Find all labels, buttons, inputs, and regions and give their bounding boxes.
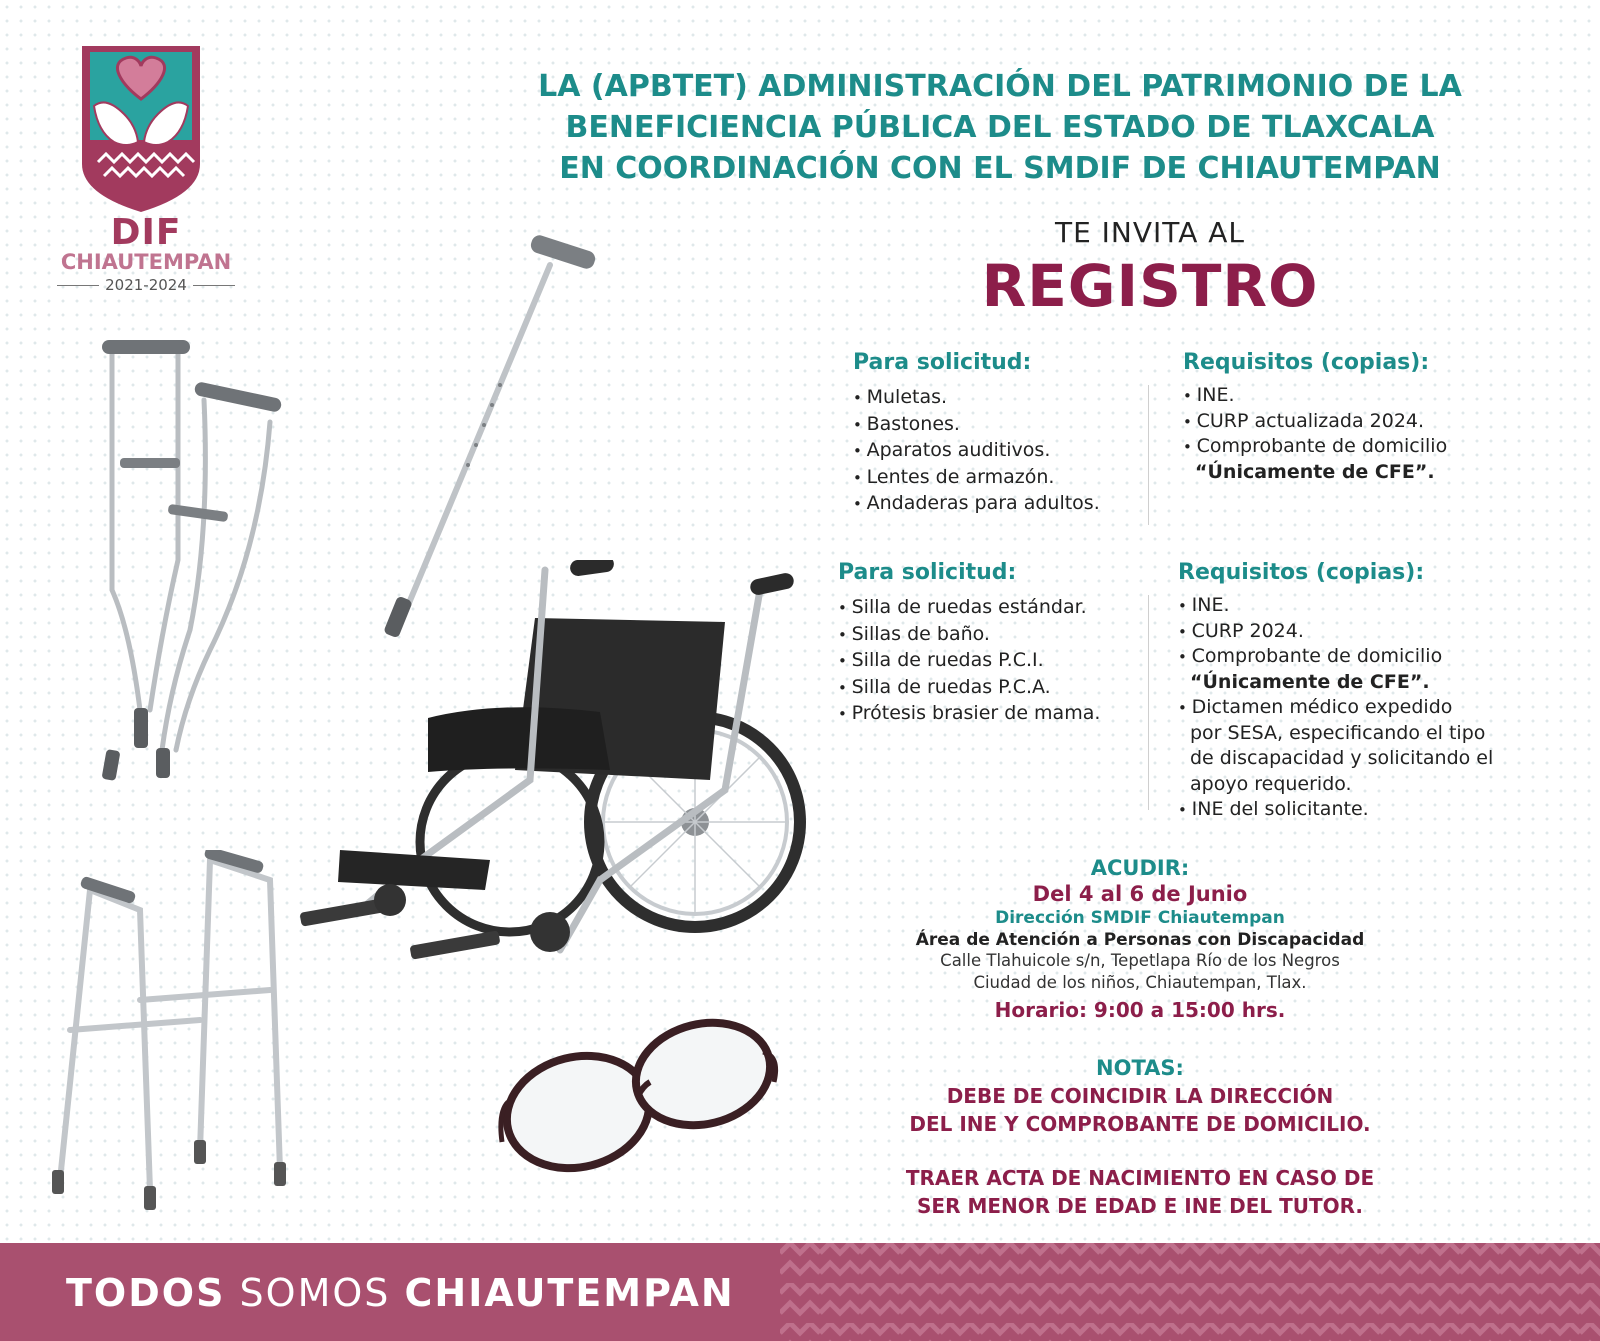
walker-icon: [40, 850, 300, 1230]
list-item-cont: por SESA, especificando el tipo: [1190, 721, 1486, 744]
list-item: • Sillas de baño.: [838, 622, 1138, 649]
list-item: • INE del solicitante.: [1178, 797, 1578, 823]
footer-word-1: TODOS: [66, 1271, 226, 1315]
footer-word-3: CHIAUTEMPAN: [404, 1271, 735, 1315]
logo-title: DIF: [110, 212, 182, 253]
section1-left-heading: Para solicitud:: [853, 350, 1032, 375]
section1-right: [1183, 350, 1563, 485]
footer-word-2: SOMOS: [239, 1271, 391, 1315]
logo-city: CHIAUTEMPAN: [60, 250, 232, 274]
note-2-line-2: SER MENOR DE EDAD E INE DEL TUTOR.: [917, 1194, 1363, 1218]
logo-years: [46, 276, 246, 294]
crutches-icon: [90, 330, 300, 800]
list-item-cont: apoyo requerido.: [1190, 772, 1352, 795]
footer-banner: [0, 1243, 1600, 1341]
list-item: • Silla de ruedas P.C.I.: [838, 648, 1138, 675]
section1-left-list: [853, 385, 1153, 518]
attend-area: Área de Atención a Personas con Discapacidad: [915, 930, 1365, 950]
wheelchair-icon: [300, 560, 820, 990]
notes-heading: NOTAS:: [1096, 1056, 1184, 1080]
note-1-line-1: DEBE DE COINCIDIR LA DIRECCIÓN: [946, 1084, 1334, 1108]
list-item-note: “Únicamente de CFE”.: [1190, 670, 1430, 693]
note-2-line-1: TRAER ACTA DE NACIMIENTO EN CASO DE: [905, 1166, 1375, 1190]
attend-dates: Del 4 al 6 de Junio: [1032, 882, 1248, 906]
list-item: • INE.: [1183, 383, 1563, 409]
glasses-icon: [498, 1012, 788, 1192]
header-title: [440, 66, 1560, 189]
list-item: • Muletas.: [853, 385, 1153, 412]
section2-right-list: [1178, 593, 1578, 823]
list-item: • Comprobante de domicilio: [1178, 644, 1578, 670]
section2-right: [1178, 560, 1578, 823]
list-item: • Comprobante de domicilio: [1183, 434, 1563, 460]
section2-left-list: [838, 595, 1138, 728]
registro-title: REGISTRO: [981, 252, 1319, 320]
note-2: [840, 1164, 1440, 1220]
footer-pattern: [780, 1243, 1600, 1341]
header-line-3: EN COORDINACIÓN CON EL SMDIF DE CHIAUTEMPAN: [559, 151, 1441, 186]
section1-right-list: [1183, 383, 1563, 485]
note-1-line-2: DEL INE Y COMPROBANTE DE DOMICILIO.: [909, 1112, 1371, 1136]
attend-address-1: Calle Tlahuicole s/n, Tepetlapa Río de los Negros: [940, 951, 1340, 970]
section1-divider: [1148, 385, 1149, 525]
list-item: • Lentes de armazón.: [853, 465, 1153, 492]
notes-block: [840, 1056, 1440, 1220]
attend-block: [840, 856, 1440, 1022]
list-item: • Silla de ruedas estándar.: [838, 595, 1138, 622]
header-line-1: LA (APBTET) ADMINISTRACIÓN DEL PATRIMONIO DE LA: [538, 69, 1462, 104]
list-item: • Aparatos auditivos.: [853, 438, 1153, 465]
section2-left-heading: Para solicitud:: [838, 560, 1017, 585]
dif-shield-logo: [46, 44, 246, 214]
section2-left: [838, 560, 1138, 728]
section1-left: [853, 350, 1153, 518]
list-item: • CURP actualizada 2024.: [1183, 409, 1563, 435]
list-item-cont: de discapacidad y solicitando el: [1190, 747, 1494, 769]
note-1: [840, 1082, 1440, 1138]
attend-heading: ACUDIR:: [1090, 856, 1190, 880]
logo-years-text: 2021-2024: [105, 276, 187, 294]
header-line-2: BENEFICIENCIA PÚBLICA DEL ESTADO DE TLAXCALA: [565, 110, 1435, 145]
section2-right-heading: Requisitos (copias):: [1178, 560, 1425, 585]
attend-hours: Horario: 9:00 a 15:00 hrs.: [994, 998, 1286, 1022]
section1-right-heading: Requisitos (copias):: [1183, 350, 1430, 375]
list-item: • Silla de ruedas P.C.A.: [838, 675, 1138, 702]
list-item: • Andaderas para adultos.: [853, 491, 1153, 518]
section2-divider: [1148, 595, 1149, 810]
list-item: • Prótesis brasier de mama.: [838, 701, 1138, 728]
list-item: • Bastones.: [853, 412, 1153, 439]
list-item-note: “Únicamente de CFE”.: [1195, 460, 1435, 483]
list-item: • CURP 2024.: [1178, 619, 1578, 645]
footer-slogan: [66, 1271, 735, 1315]
dif-logo: [46, 44, 246, 294]
attend-place: Dirección SMDIF Chiautempan: [995, 908, 1285, 928]
attend-address-2: Ciudad de los niños, Chiautempan, Tlax.: [973, 973, 1307, 992]
invite-text: TE INVITA AL: [1054, 216, 1246, 249]
list-item: • INE.: [1178, 593, 1578, 619]
list-item: • Dictamen médico expedido: [1178, 695, 1578, 721]
